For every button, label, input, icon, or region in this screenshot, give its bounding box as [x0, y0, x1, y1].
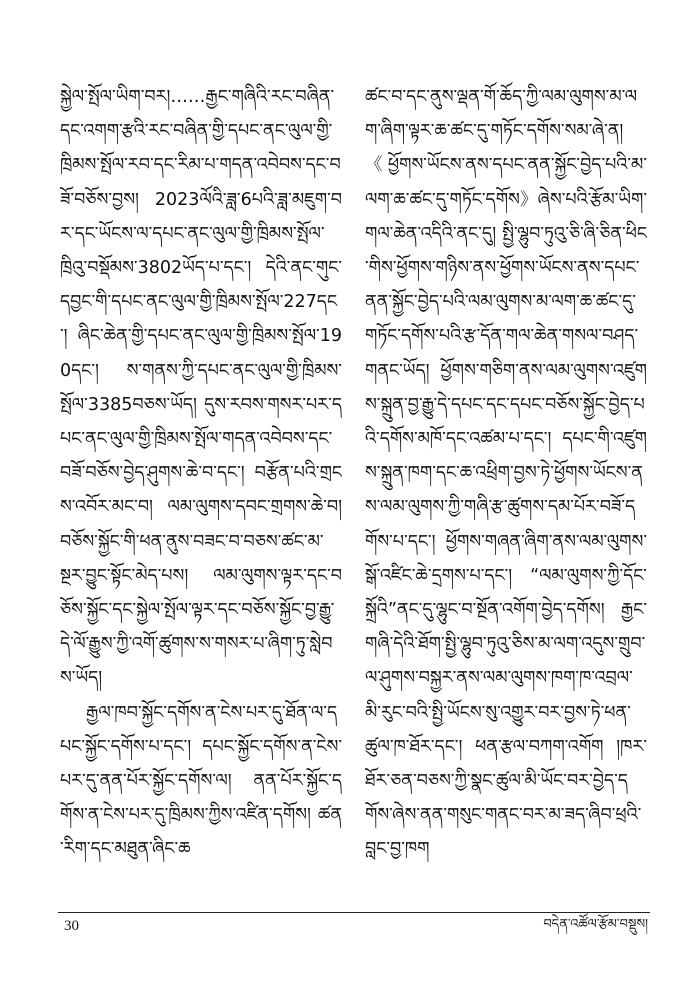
footer-divider — [58, 912, 650, 913]
journal-title-footer: བདེན་འཚོལ་རྩོམ་བསྡུས། — [543, 917, 648, 932]
left-column-paragraph-1: སྐྱེལ་སྤོལ་ཡིག་བར།……རྒྱང་གཞིའི་རང་བཞིན་དང་འགག་རྩའི་རང་བཞིན་གྱི་དཔང་ནང་ལུལ་གྱི་ཁྲིམས་སྤོལ་རབ་དང་རིམ་པ་གདན་འབེབས་དང་བཟོ་བཅོས་བྱས། 2023ལོའི་ཟླ་6པའི་ཟླ་མཇུག་བར་དང་ཡོངས་ལ་དཔང་ནང་ལུལ་གྱི་ཁྲིམས་སྤོལ་ཁྲིའུ་བསྡོམས་3802ཡོད་པ་དང་། དེའི་ནང་གུང་དབྱང་གི་དཔང་ནང་ལུལ་གྱི་ཁྲིམས་སྤོལ་227དང་། ཞིང་ཆེན་གྱི་དཔང་ནང་ལུལ་གྱི་ཁྲིམས་སྤོལ་190དང་། ས་གནས་ཀྱི་དཔང་ནང་ལུལ་གྱི་ཁྲིམས་སྤོལ་3385བཅས་ཡོད། དུས་རབས་གསར་པར་དཔང་ནང་ལུལ་གྱི་ཁྲིམས་སྤོལ་གདན་འབེབས་དང་བཟོ་བཅོས་བྱེད་ཤུགས་ཆེ་བ་དང་། བརྩོན་པའི་གྲངས་འབོར་མང་བ། ལམ་ལུགས་དབང་གྲགས་ཆེ་བ། བཅོས་སྐྱོང་གི་ཕན་ནུས་བཟང་བ་བཅས་ཚང་མ་སྔར་བྱུང་སྟོང་མེད་པས། ལམ་ལུགས་ལྟར་དང་བཅོས་སྐྱོང་དང་སྐྱེལ་སྤོལ་ལྟར་དང་བཅོས་སྐྱོང་བྱ་རྒྱུ་དེ་ལོ་རྒྱུས་ཀྱི་འགོ་ཚུགས་ས་གསར་པ་ཞིག་ཏུ་སླེབས་ཡོད། — [60, 87, 342, 689]
right-column-paragraph-1: ཚང་བ་དང་ནུས་ལྡན་གོ་ཆོད་ཀྱི་ལམ་ལུགས་མ་ལག་ཞིག་ལྟར་ཆ་ཚང་དུ་གཏོང་དགོས་སམ་ཞེ་ན། 《ཕྱོགས་ཡོངས་ནས་དཔང་ནན་སྐྱོང་བྱེད་པའི་མ་ལག་ཆ་ཚང་དུ་གཏོང་དགོས》ཞེས་པའི་རྩོམ་ཡིག་གལ་ཆེན་འདིའི་ནང་དུ། སྤྱི་ལྷུབ་ཏུའུ་ཅི་ཞི་ཅིན་ཕིང་གིས་ཕྱོགས་གཉིས་ནས་ཕྱོགས་ཡོངས་ནས་དཔང་ནན་སྐྱོང་བྱེད་པའི་ལམ་ལུགས་མ་ལག་ཆ་ཚང་དུ་གཏོང་དགོས་པའི་རྩ་དོན་གལ་ཆེན་གསལ་བཤད་གནང་ཡོད། ཕྱོགས་གཅིག་ནས་ལམ་ལུགས་འཛུགས་སྐྲུན་བྱ་རྒྱུ་དེ་དཔང་དང་དཔང་བཅོས་སྐྱོང་བྱེད་པའི་དགོས་མཁོ་དང་འཚམ་པ་དང་། དཔང་གི་འཛུགས་སྐྲུན་ཁག་དང་ཆ་འཕྲིག་བྱས་ཏེ་ཕྱོགས་ཡོངས་ནས་ལམ་ལུགས་ཀྱི་གཞི་རྩ་ཚུགས་དམ་པོར་བཟོ་དགོས་པ་དང་། ཕྱོགས་གཞན་ཞིག་ནས་ལམ་ལུགས་སྒོ་འཛིང་ཆེ་དྲགས་པ་དང་། “ལམ་ལུགས་ཀྱི་དོང་སྐྲོའི”ནང་དུ་ལྷུང་བ་སྔོན་འགོག་བྱེད་དགོས། རྒྱང་གཞི་དེའི་ཐོག་སྤྱི་ལྷུབ་ཏུའུ་ཅིས་མ་ལག་འདུས་གྲུབ་ལ་ཤུགས་བསྐྱར་ནས་ལམ་ལུགས་ཁག་ཁ་འབྲལ་མི་རུང་བའི་སྤྱི་ཡོངས་སུ་འགྱུར་བར་བྱས་ཏེ་ཕན་ཚུལ་ཁ་ཐོར་དང་། ཕན་རྩལ་བཀག་འགོག །ཁར་ཐོར་ཅན་བཅས་ཀྱི་སྣང་ཚུལ་མི་ཡོང་བར་བྱེད་དགོས་ཞེས་ནན་གསུང་གནང་བར་མ་ཟད་ཞིབ་ཕྲའི་བླང་བྱ་ཁག — [365, 87, 647, 860]
left-text-column — [60, 80, 342, 900]
page-number: 30 — [64, 918, 79, 934]
right-text-column — [365, 80, 647, 900]
left-column-paragraph-2: རྒྱལ་ཁབ་སྐྱོང་དགོས་ན་ངེས་པར་དུ་ཐོན་ལ་དཔང་སྐྱོང་དགོས་པ་དང་། དཔང་སྐྱོང་དགོས་ན་ངེས་པར་དུ་ནན་པོར་སྐྱོང་དགོས་ལ། ནན་པོར་སྐྱོང་དགོས་ན་ངེས་པར་དུ་ཁྲིམས་ཀྱིས་འཛིན་དགོས། ཚན་རིག་དང་མཐུན་ཞིང་ཆ — [60, 702, 342, 860]
